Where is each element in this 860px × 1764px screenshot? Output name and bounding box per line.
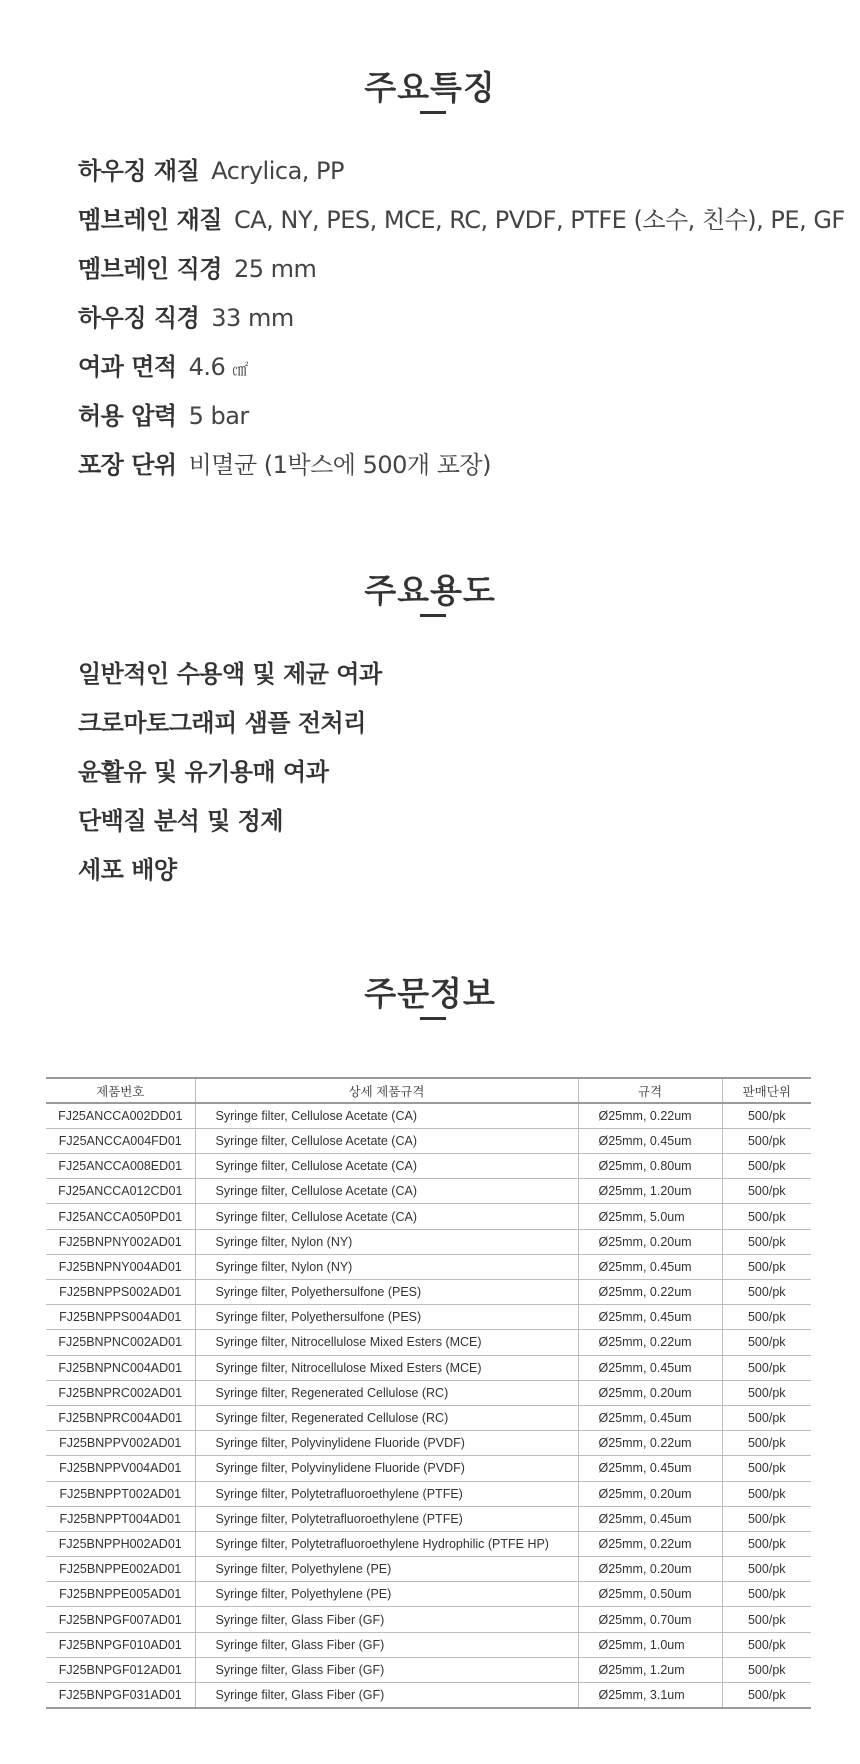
spec-cell: Ø25mm, 0.20um: [578, 1557, 722, 1582]
table-row: [46, 1456, 811, 1481]
product-code-cell: FJ25BNPNC002AD01: [46, 1330, 195, 1355]
description-cell: Syringe filter, Cellulose Acetate (CA): [195, 1128, 578, 1153]
description-cell: Syringe filter, Glass Fiber (GF): [195, 1607, 578, 1632]
description-cell: Syringe filter, Nylon (NY): [195, 1254, 578, 1279]
feature-max-pressure: [78, 400, 845, 449]
sales-unit-cell: 500/pk: [722, 1632, 811, 1657]
sales-unit-cell: 500/pk: [722, 1154, 811, 1179]
feature-membrane-material: [78, 204, 845, 253]
spec-cell: Ø25mm, 0.45um: [578, 1456, 722, 1481]
spec-cell: Ø25mm, 0.45um: [578, 1305, 722, 1330]
description-cell: Syringe filter, Polytetrafluoroethylene (PTFE): [195, 1506, 578, 1531]
product-code-cell: FJ25BNPGF010AD01: [46, 1632, 195, 1657]
sales-unit-cell: 500/pk: [722, 1330, 811, 1355]
spec-cell: Ø25mm, 0.20um: [578, 1229, 722, 1254]
description-cell: Syringe filter, Nylon (NY): [195, 1229, 578, 1254]
feature-value: CA, NY, PES, MCE, RC, PVDF, PTFE (소수, 친수), PE, GF: [233, 206, 845, 234]
description-cell: Syringe filter, Polyvinylidene Fluoride (PVDF): [195, 1456, 578, 1481]
table-row: [46, 1204, 811, 1229]
description-cell: Syringe filter, Glass Fiber (GF): [195, 1683, 578, 1708]
sales-unit-cell: 500/pk: [722, 1657, 811, 1682]
features-title-underline: [420, 111, 446, 114]
uses-title-underline: [420, 614, 446, 617]
feature-membrane-diameter: [78, 253, 845, 302]
table-header-row: [46, 1078, 811, 1103]
sales-unit-cell: 500/pk: [722, 1380, 811, 1405]
spec-cell: Ø25mm, 1.20um: [578, 1179, 722, 1204]
sales-unit-cell: 500/pk: [722, 1103, 811, 1128]
description-cell: Syringe filter, Regenerated Cellulose (RC): [195, 1380, 578, 1405]
spec-cell: Ø25mm, 5.0um: [578, 1204, 722, 1229]
table-row: [46, 1582, 811, 1607]
header-spec: 규격: [578, 1078, 722, 1103]
product-code-cell: FJ25BNPRC004AD01: [46, 1405, 195, 1430]
table-row: [46, 1355, 811, 1380]
spec-cell: Ø25mm, 0.45um: [578, 1405, 722, 1430]
description-cell: Syringe filter, Polyethylene (PE): [195, 1557, 578, 1582]
table-row: [46, 1431, 811, 1456]
table-row: [46, 1280, 811, 1305]
spec-cell: Ø25mm, 0.22um: [578, 1103, 722, 1128]
use-item: 단백질 분석 및 정제: [78, 807, 284, 835]
table-body: [46, 1103, 811, 1708]
spec-cell: Ø25mm, 0.45um: [578, 1128, 722, 1153]
description-cell: Syringe filter, Polytetrafluoroethylene (PTFE): [195, 1481, 578, 1506]
sales-unit-cell: 500/pk: [722, 1355, 811, 1380]
table-row: [46, 1481, 811, 1506]
table-row: [46, 1254, 811, 1279]
product-code-cell: FJ25BNPPS002AD01: [46, 1280, 195, 1305]
features-title: 주요특징: [364, 68, 496, 107]
table-row: [46, 1179, 811, 1204]
spec-cell: Ø25mm, 3.1um: [578, 1683, 722, 1708]
table-row: [46, 1506, 811, 1531]
spec-cell: Ø25mm, 0.22um: [578, 1431, 722, 1456]
table-row: [46, 1531, 811, 1556]
feature-label: 멤브레인 재질: [78, 206, 222, 234]
feature-value: 비멸균 (1박스에 500개 포장): [188, 451, 491, 479]
spec-cell: Ø25mm, 0.22um: [578, 1280, 722, 1305]
product-code-cell: FJ25BNPPV002AD01: [46, 1431, 195, 1456]
table-row: [46, 1305, 811, 1330]
sales-unit-cell: 500/pk: [722, 1683, 811, 1708]
header-sales-unit: 판매단위: [722, 1078, 811, 1103]
table-row: [46, 1103, 811, 1128]
feature-unit: ㎠: [232, 360, 248, 379]
table-row: [46, 1154, 811, 1179]
sales-unit-cell: 500/pk: [722, 1229, 811, 1254]
header-description: 상세 제품규격: [195, 1078, 578, 1103]
use-item: 크로마토그래피 샘플 전처리: [78, 709, 366, 737]
table-row: [46, 1128, 811, 1153]
product-code-cell: FJ25BNPNY004AD01: [46, 1254, 195, 1279]
feature-packaging-unit: [78, 449, 845, 498]
sales-unit-cell: 500/pk: [722, 1128, 811, 1153]
table-row: [46, 1380, 811, 1405]
product-code-cell: FJ25ANCCA002DD01: [46, 1103, 195, 1128]
spec-cell: Ø25mm, 0.80um: [578, 1154, 722, 1179]
spec-cell: Ø25mm, 0.20um: [578, 1380, 722, 1405]
description-cell: Syringe filter, Nitrocellulose Mixed Esters (MCE): [195, 1330, 578, 1355]
feature-value: 4.6: [188, 353, 226, 381]
product-code-cell: FJ25ANCCA050PD01: [46, 1204, 195, 1229]
description-cell: Syringe filter, Cellulose Acetate (CA): [195, 1204, 578, 1229]
sales-unit-cell: 500/pk: [722, 1557, 811, 1582]
feature-label: 여과 면적: [78, 353, 177, 381]
product-code-cell: FJ25BNPPV004AD01: [46, 1456, 195, 1481]
description-cell: Syringe filter, Polyethersulfone (PES): [195, 1305, 578, 1330]
description-cell: Syringe filter, Polyethylene (PE): [195, 1582, 578, 1607]
sales-unit-cell: 500/pk: [722, 1531, 811, 1556]
order-table: [46, 1077, 811, 1709]
table-row: [46, 1683, 811, 1708]
order-title: 주문정보: [364, 974, 496, 1013]
spec-cell: Ø25mm, 0.70um: [578, 1607, 722, 1632]
description-cell: Syringe filter, Polytetrafluoroethylene Hydrophilic (PTFE HP): [195, 1531, 578, 1556]
table-row: [46, 1607, 811, 1632]
feature-housing-material: [78, 155, 845, 204]
spec-cell: Ø25mm, 1.0um: [578, 1632, 722, 1657]
spec-cell: Ø25mm, 0.22um: [578, 1531, 722, 1556]
sales-unit-cell: 500/pk: [722, 1254, 811, 1279]
table-row: [46, 1557, 811, 1582]
table-row: [46, 1405, 811, 1430]
feature-label: 하우징 재질: [78, 157, 200, 185]
sales-unit-cell: 500/pk: [722, 1305, 811, 1330]
sales-unit-cell: 500/pk: [722, 1204, 811, 1229]
feature-value: 5 bar: [188, 402, 249, 430]
description-cell: Syringe filter, Cellulose Acetate (CA): [195, 1179, 578, 1204]
spec-cell: Ø25mm, 0.22um: [578, 1330, 722, 1355]
spec-cell: Ø25mm, 1.2um: [578, 1657, 722, 1682]
feature-label: 포장 단위: [78, 451, 177, 479]
table-row: [46, 1632, 811, 1657]
order-title-underline: [420, 1017, 446, 1020]
description-cell: Syringe filter, Glass Fiber (GF): [195, 1657, 578, 1682]
product-code-cell: FJ25BNPPE002AD01: [46, 1557, 195, 1582]
product-code-cell: FJ25BNPGF031AD01: [46, 1683, 195, 1708]
product-code-cell: FJ25BNPPS004AD01: [46, 1305, 195, 1330]
description-cell: Syringe filter, Polyethersulfone (PES): [195, 1280, 578, 1305]
product-code-cell: FJ25ANCCA012CD01: [46, 1179, 195, 1204]
sales-unit-cell: 500/pk: [722, 1431, 811, 1456]
product-code-cell: FJ25BNPPT002AD01: [46, 1481, 195, 1506]
features-list: [78, 155, 845, 498]
sales-unit-cell: 500/pk: [722, 1456, 811, 1481]
product-code-cell: FJ25BNPPE005AD01: [46, 1582, 195, 1607]
spec-cell: Ø25mm, 0.45um: [578, 1254, 722, 1279]
use-item: 일반적인 수용액 및 제균 여과: [78, 660, 382, 688]
sales-unit-cell: 500/pk: [722, 1582, 811, 1607]
use-item: 윤활유 및 유기용매 여과: [78, 758, 329, 786]
feature-label: 하우징 직경: [78, 304, 200, 332]
feature-filtration-area: [78, 351, 845, 400]
product-code-cell: FJ25BNPNY002AD01: [46, 1229, 195, 1254]
sales-unit-cell: 500/pk: [722, 1481, 811, 1506]
product-code-cell: FJ25BNPPH002AD01: [46, 1531, 195, 1556]
sales-unit-cell: 500/pk: [722, 1280, 811, 1305]
description-cell: Syringe filter, Cellulose Acetate (CA): [195, 1103, 578, 1128]
spec-cell: Ø25mm, 0.50um: [578, 1582, 722, 1607]
spec-cell: Ø25mm, 0.20um: [578, 1481, 722, 1506]
description-cell: Syringe filter, Cellulose Acetate (CA): [195, 1154, 578, 1179]
product-code-cell: FJ25BNPGF007AD01: [46, 1607, 195, 1632]
feature-value: 25 mm: [233, 255, 317, 283]
feature-value: Acrylica, PP: [211, 157, 344, 185]
sales-unit-cell: 500/pk: [722, 1506, 811, 1531]
description-cell: Syringe filter, Nitrocellulose Mixed Esters (MCE): [195, 1355, 578, 1380]
feature-label: 멤브레인 직경: [78, 255, 222, 283]
feature-label: 허용 압력: [78, 402, 177, 430]
spec-cell: Ø25mm, 0.45um: [578, 1355, 722, 1380]
product-code-cell: FJ25BNPRC002AD01: [46, 1380, 195, 1405]
table-row: [46, 1330, 811, 1355]
product-code-cell: FJ25ANCCA004FD01: [46, 1128, 195, 1153]
feature-value: 33 mm: [211, 304, 294, 332]
description-cell: Syringe filter, Regenerated Cellulose (RC): [195, 1405, 578, 1430]
spec-cell: Ø25mm, 0.45um: [578, 1506, 722, 1531]
uses-title: 주요용도: [364, 571, 496, 610]
product-code-cell: FJ25ANCCA008ED01: [46, 1154, 195, 1179]
table-row: [46, 1229, 811, 1254]
table-row: [46, 1657, 811, 1682]
description-cell: Syringe filter, Polyvinylidene Fluoride (PVDF): [195, 1431, 578, 1456]
sales-unit-cell: 500/pk: [722, 1607, 811, 1632]
feature-housing-diameter: [78, 302, 845, 351]
use-item: 세포 배양: [78, 856, 177, 884]
product-code-cell: FJ25BNPNC004AD01: [46, 1355, 195, 1380]
sales-unit-cell: 500/pk: [722, 1179, 811, 1204]
description-cell: Syringe filter, Glass Fiber (GF): [195, 1632, 578, 1657]
sales-unit-cell: 500/pk: [722, 1405, 811, 1430]
product-code-cell: FJ25BNPPT004AD01: [46, 1506, 195, 1531]
uses-list: [78, 658, 382, 903]
product-code-cell: FJ25BNPGF012AD01: [46, 1657, 195, 1682]
header-product-code: 제품번호: [46, 1078, 195, 1103]
